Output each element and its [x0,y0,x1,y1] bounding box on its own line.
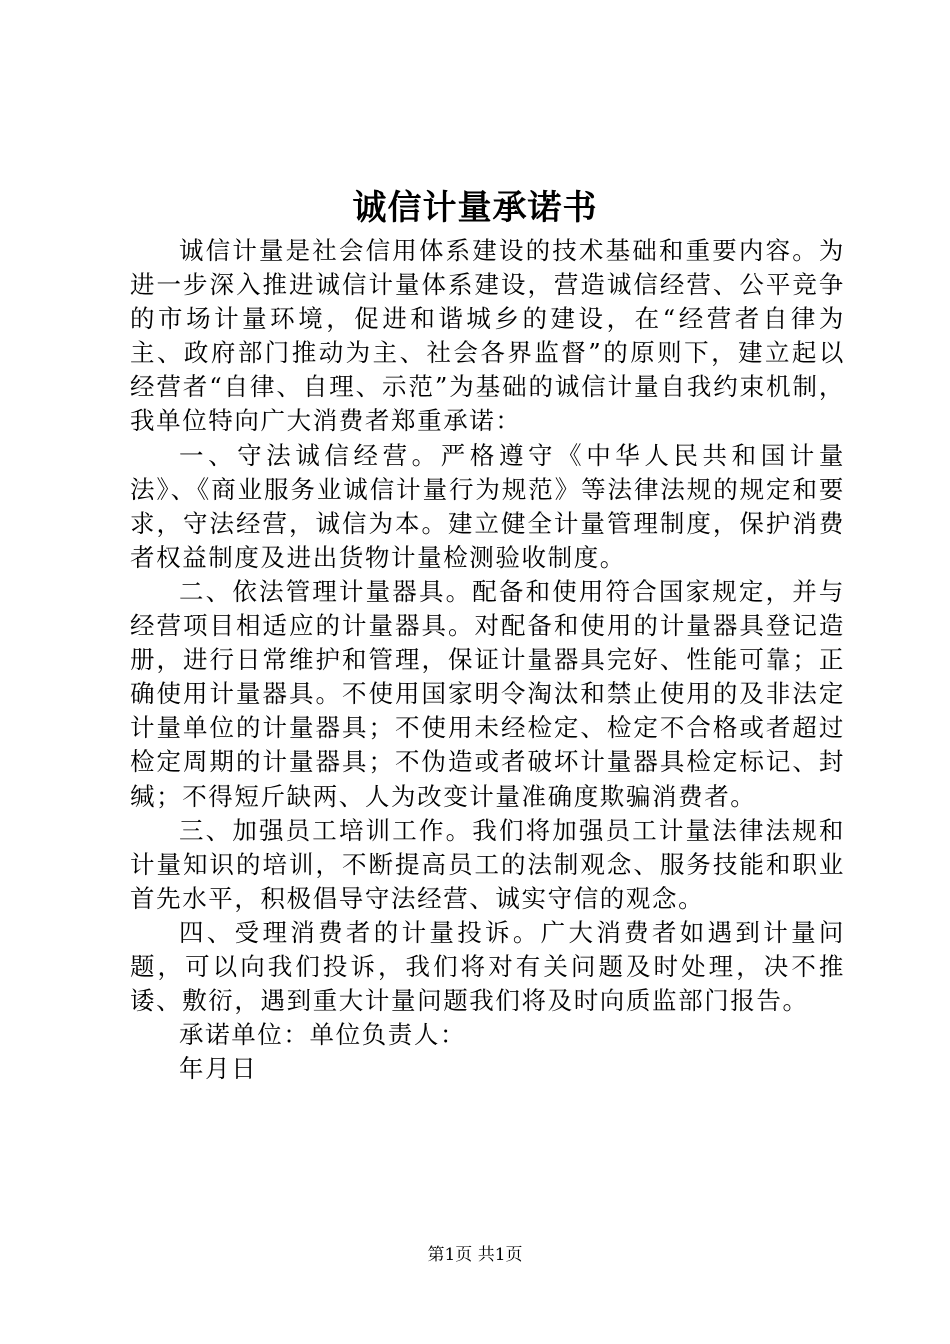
document-title: 诚信计量承诺书 [352,188,598,228]
document-body [130,234,845,1086]
paragraph-item-3: 三、加强员工培训工作。我们将加强员工计量法律法规和计量知识的培训，不断提高员工的法制观念、服务技能和职业首先水平，积极倡导守法经营、诚实守信的观念。 [130,815,845,913]
page-footer: 第1页 共1页 [427,1245,523,1265]
date-line: 年月日 [179,1054,258,1084]
signature-line: 承诺单位：单位负责人： [179,1020,467,1050]
paragraph-item-4: 四、受理消费者的计量投诉。广大消费者如遇到计量问题，可以向我们投诉，我们将对有关问题及时处理，决不推诿、敷衍，遇到重大计量问题我们将及时向质监部门报告。 [130,917,845,1016]
paragraph-item-1: 一、守法诚信经营。严格遵守《中华人民共和国计量法》、《商业服务业诚信计量行为规范》等法律法规的规定和要求，守法经营，诚信为本。建立健全计量管理制度，保护消费者权益制度及进出货物计量检测验收制度。 [130,440,845,572]
paragraph-intro: 诚信计量是社会信用体系建设的技术基础和重要内容。为进一步深入推进诚信计量体系建设，营造诚信经营、公平竞争的市场计量环境，促进和谐城乡的建设，在“经营者自律为主、政府部门推动为主、社会各界监督”的原则下，建立起以经营者“自律、自理、示范”为基础的诚信计量自我约束机制，我单位特向广大消费者郑重承诺： [130,236,845,436]
paragraph-item-2: 二、依法管理计量器具。配备和使用符合国家规定，并与经营项目相适应的计量器具。对配备和使用的计量器具登记造册，进行日常维护和管理，保证计量器具完好、性能可靠；正确使用计量器具。不使用国家明令淘汰和禁止使用的及非法定计量单位的计量器具；不使用未经检定、检定不合格或者超过检定周期的计量器具；不伪造或者破坏计量器具检定标记、封缄；不得短斤缺两、人为改变计量准确度欺骗消费者。 [130,576,845,811]
